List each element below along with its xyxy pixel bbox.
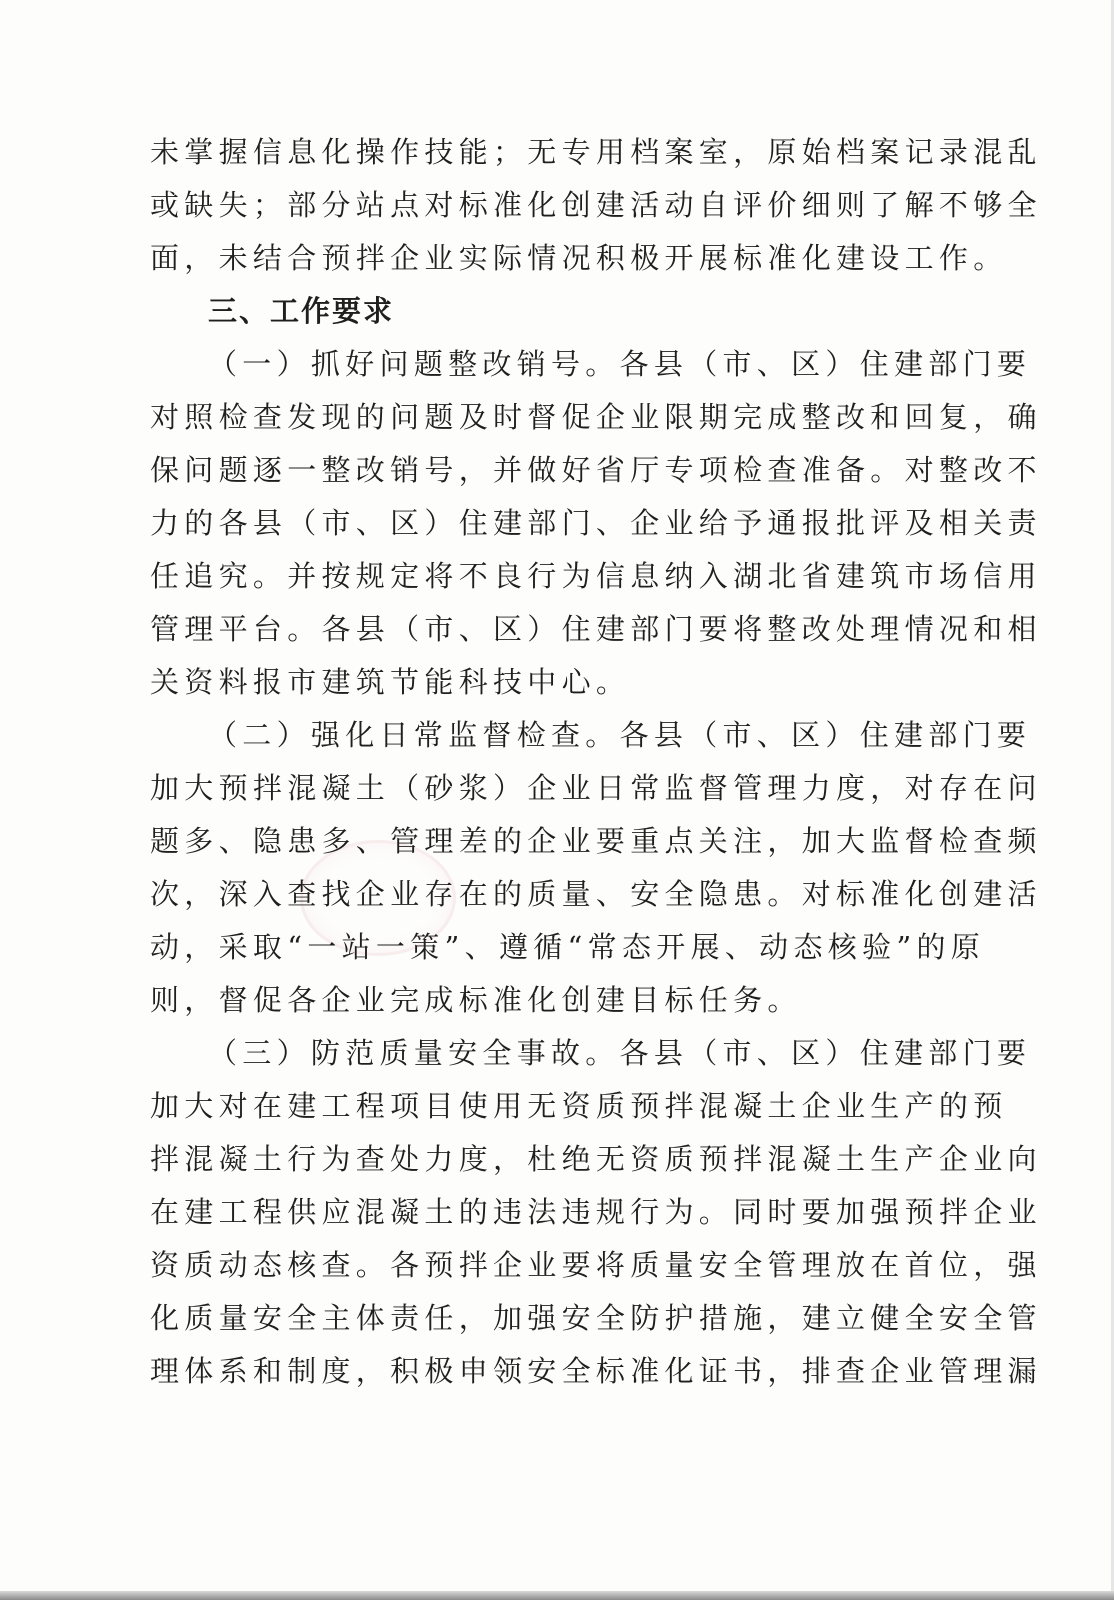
- body-line: 面，未结合预拌企业实际情况积极开展标准化建设工作。: [150, 241, 1008, 275]
- body-line: 未掌握信息化操作技能；无专用档案室，原始档案记录混乱: [150, 135, 1042, 169]
- subsection-heading-line: （三）防范质量安全事故。各县（市、区）住建部门要: [208, 1036, 1032, 1070]
- body-line: 加大预拌混凝土（砂浆）企业日常监督管理力度，对存在问: [150, 771, 1042, 805]
- body-line: 理体系和制度，积极申领安全标准化证书，排查企业管理漏: [150, 1354, 1042, 1388]
- body-line: 关资料报市建筑节能科技中心。: [150, 665, 631, 699]
- body-line: 管理平台。各县（市、区）住建部门要将整改处理情况和相: [150, 612, 1042, 646]
- body-line: 则，督促各企业完成标准化创建目标任务。: [150, 983, 802, 1017]
- body-line: 保问题逐一整改销号，并做好省厅专项检查准备。对整改不: [150, 453, 1042, 487]
- subsection-heading-line: （一）抓好问题整改销号。各县（市、区）住建部门要: [208, 347, 1032, 381]
- body-line: 在建工程供应混凝土的违法违规行为。同时要加强预拌企业: [150, 1195, 1042, 1229]
- section-heading: 三、工作要求: [208, 294, 395, 328]
- body-line: 加大对在建工程项目使用无资质预拌混凝土企业生产的预: [150, 1089, 1008, 1123]
- body-line: 化质量安全主体责任，加强安全防护措施，建立健全安全管: [150, 1301, 1042, 1335]
- body-line: 资质动态核查。各预拌企业要将质量安全管理放在首位，强: [150, 1248, 1042, 1282]
- body-line: 力的各县（市、区）住建部门、企业给予通报批评及相关责: [150, 506, 1042, 540]
- body-line: 任追究。并按规定将不良行为信息纳入湖北省建筑市场信用: [150, 559, 1042, 593]
- body-line: 题多、隐患多、管理差的企业要重点关注，加大监督检查频: [150, 824, 1042, 858]
- subsection-heading-line: （二）强化日常监督检查。各县（市、区）住建部门要: [208, 718, 1032, 752]
- document-body: [150, 126, 1042, 1398]
- body-line: 拌混凝土行为查处力度，杜绝无资质预拌混凝土生产企业向: [150, 1142, 1042, 1176]
- body-line: 对照检查发现的问题及时督促企业限期完成整改和回复，确: [150, 400, 1042, 434]
- body-line: 或缺失；部分站点对标准化创建活动自评价细则了解不够全: [150, 188, 1042, 222]
- body-line: 次，深入查找企业存在的质量、安全隐患。对标准化创建活: [150, 877, 1042, 911]
- scan-bottom-edge: [0, 1591, 1114, 1600]
- body-line: 动，采取“一站一策”、遵循“常态开展、动态核验”的原: [150, 930, 986, 964]
